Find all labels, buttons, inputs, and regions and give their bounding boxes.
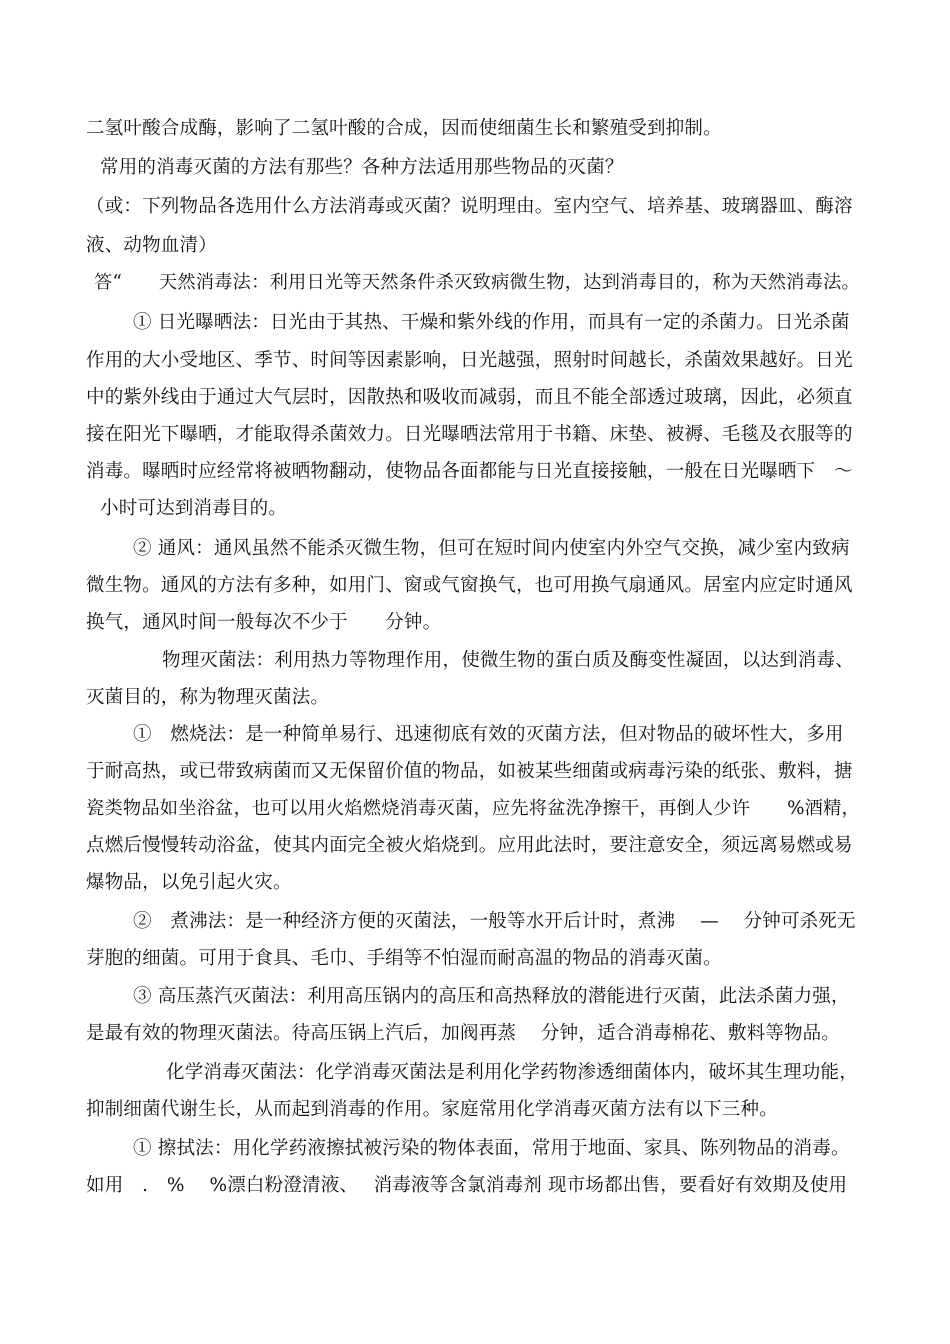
text-line: 于耐高热，或已带致病菌而又无保留价值的物品，如被某些细菌或病毒污染的纸张、敷料，搪 [86,761,853,782]
text-line: 瓷类物品如坐浴盆，也可以用火焰燃烧消毒灭菌，应先将盆洗净擦干，再倒人少许 %酒精， [86,798,860,819]
text-line: ① 燃烧法：是一种简单易行、迅速彻底有效的灭菌方法，但对物品的破坏性大，多用 [133,724,844,745]
text-line: ③ 高压蒸汽灭菌法：利用高压锅内的高压和高热释放的潜能进行灭菌，此法杀菌力强， [133,986,850,1007]
text-line: ② 通风：通风虽然不能杀灭微生物，但可在短时间内使室内外空气交换，减少室内致病 [133,538,850,559]
text-line: 点燃后慢慢转动浴盆，使其内面完全被火焰烧到。应用此法时，要注意安全，须远离易燃或易 [86,835,853,856]
text-line: 抑制细菌代谢生长，从而起到消毒的作用。家庭常用化学消毒灭菌方法有以下三种。 [86,1099,778,1120]
text-line: 常用的消毒灭菌的方法有那些？各种方法适用那些物品的灭菌？ [100,157,624,178]
text-line: 如用 . % %漂白粉澄清液、 消毒液等含氯消毒剂 现市场都出售，要看好有效期及使用 [86,1175,848,1196]
text-line: 作用的大小受地区、季节、时间等因素影响，日光越强，照射时间越长，杀菌效果越好。日光 [86,350,853,371]
text-line: 灭菌目的，称为物理灭菌法。 [86,687,330,708]
text-line: 是最有效的物理灭菌法。待高压锅上汽后，加阀再蒸 分钟，适合消毒棉花、敷料等物品。 [86,1023,841,1044]
text-line: 接在阳光下曝晒，才能取得杀菌效力。日光曝晒法常用于书籍、床垫、被褥、毛毯及衣服等的 [86,424,853,445]
text-line: 爆物品，以免引起火灾。 [86,872,292,893]
text-line: 答“ 天然消毒法：利用日光等天然条件杀灭致病微生物，达到消毒目的，称为天然消毒法。 [94,272,860,293]
text-line: 消毒。曝晒时应经常将被晒物翻动，使物品各面都能与日光直接接触，一般在日光曝晒下 ～ [86,461,853,482]
text-line: 换气，通风时间一般每次不少于 分钟。 [86,612,442,633]
text-line: （或：下列物品各选用什么方法消毒或灭菌？说明理由。室内空气、培养基、玻璃器皿、酶溶 [86,196,853,217]
text-line: 中的紫外线由于通过大气层时，因散热和吸收而减弱，而且不能全部透过玻璃，因此，必须直 [86,387,853,408]
text-line: ① 日光曝晒法：日光由于其热、干燥和紫外线的作用，而具有一定的杀菌力。日光杀菌 [133,312,850,333]
text-line: 化学消毒灭菌法：化学消毒灭菌法是利用化学药物渗透细菌体内，破坏其生理功能， [166,1062,858,1083]
text-line: ② 煮沸法：是一种经济方便的灭菌法，一般等水开后计时，煮沸 — 分钟可杀死无 [133,911,856,932]
text-line: 液、动物血清） [86,235,217,256]
text-line: 微生物。通风的方法有多种，如用门、窗或气窗换气，也可用换气扇通风。居室内应定时通风 [86,575,853,596]
text-line: 芽胞的细菌。可用于食具、毛巾、手绢等不怕湿而耐高温的物品的消毒灭菌。 [86,948,722,969]
text-line: 物理灭菌法：利用热力等物理作用，使微生物的蛋白质及酶变性凝固，以达到消毒、 [162,650,854,671]
text-line: 二氢叶酸合成酶，影响了二氢叶酸的合成，因而使细菌生长和繁殖受到抑制。 [86,118,722,139]
text-line: 小时可达到消毒目的。 [100,498,288,519]
text-line: ① 擦拭法：用化学药液擦拭被污染的物体表面，常用于地面、家具、陈列物品的消毒。 [133,1138,850,1159]
